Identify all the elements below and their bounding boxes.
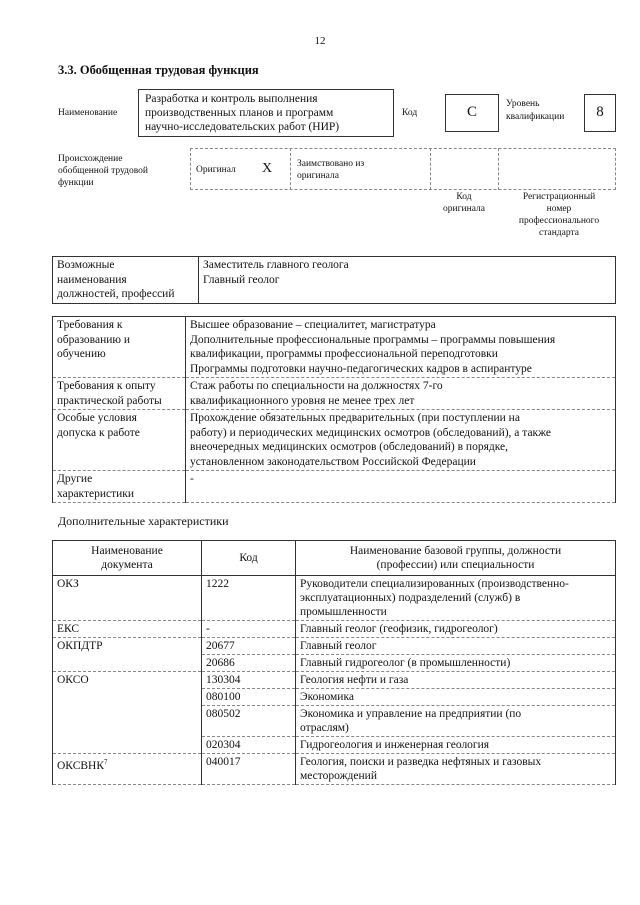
level-label-2: квалификации — [506, 112, 565, 122]
row-code: 20677 — [202, 638, 296, 655]
header-doc — [53, 541, 202, 576]
value-line: работу) и периодических медицинских осмотров (обследований), а также — [190, 426, 552, 439]
row-code: 020304 — [202, 737, 296, 754]
value-line: квалификационного уровня не менее трех лет — [190, 394, 415, 407]
name-line: Геология, поиски и разведка нефтяных и газовых — [300, 756, 542, 768]
header-line: Код — [239, 552, 258, 564]
code-value-box — [445, 94, 499, 132]
name-label: Наименование — [58, 108, 118, 118]
name-line: Главный гидрогеолог (в промышленности) — [300, 657, 511, 669]
row-doc: ЕКС — [53, 621, 202, 638]
positions-label-line: должностей, профессий — [57, 288, 175, 300]
positions-label-line: наименования — [57, 273, 127, 286]
value-line: Высшее образование – специалитет, магистратура — [190, 319, 436, 331]
label-line: Другие — [57, 473, 93, 485]
row-code: 130304 — [202, 672, 296, 689]
reg-number-1: Регистрационный — [522, 192, 596, 202]
label-line: Требования к — [57, 319, 123, 331]
name-line-3: научно-исследовательских работ (НИР) — [145, 121, 340, 133]
origin-divider-1 — [290, 148, 291, 190]
reg-number-2: номер — [546, 204, 572, 214]
positions-value — [199, 257, 616, 304]
row-code: 080100 — [202, 689, 296, 706]
row-name — [296, 638, 616, 655]
position-item: Заместитель главного геолога — [203, 259, 349, 271]
value-line: Стаж работы по специальности на должностях 7-го — [190, 380, 443, 392]
header-line: документа — [101, 559, 153, 571]
level-value: 8 — [596, 104, 604, 120]
label-line: обучению — [57, 348, 106, 360]
row-name — [296, 672, 616, 689]
row-doc — [53, 689, 202, 706]
name-line: Руководители специализированных (производственно- — [300, 578, 569, 590]
req-education-value — [186, 317, 616, 378]
value-line: Дополнительные профессиональные программы – программы повышения — [190, 333, 556, 346]
label-line: образованию и — [57, 333, 130, 346]
name-line: Главный геолог (геофизик, гидрогеолог) — [300, 623, 498, 635]
row-name — [296, 621, 616, 638]
name-line-1: Разработка и контроль выполнения — [145, 93, 318, 105]
doc-name: ОКСВНК — [57, 759, 105, 772]
borrowed-label-1: Заимствовано из — [297, 159, 365, 169]
req-education-label — [53, 317, 186, 378]
label-line: характеристики — [57, 487, 135, 500]
code-value: C — [466, 104, 477, 120]
origin-label-3: функции — [58, 178, 94, 188]
row-doc: ОКЗ — [53, 576, 202, 621]
code-original-1: Код — [456, 192, 472, 202]
req-experience-label — [53, 378, 186, 410]
name-line: отраслям) — [300, 722, 349, 734]
label-line: Особые условия — [57, 412, 137, 424]
origin-label-2: обобщенной трудовой — [58, 166, 148, 176]
row-doc — [53, 655, 202, 672]
code-original-2: оригинала — [443, 204, 485, 214]
header-name — [296, 541, 616, 576]
row-name — [296, 655, 616, 672]
name-line: Гидрогеология и инженерная геология — [300, 739, 490, 751]
row-doc: ОКПДТР — [53, 638, 202, 655]
section-title: 3.3. Обобщенная трудовая функция — [58, 63, 259, 77]
req-other-label — [53, 471, 186, 503]
row-code: 040017 — [202, 754, 296, 785]
origin-divider-2 — [430, 148, 431, 190]
value-line: квалификации, программы профессиональной переподготовки — [190, 348, 498, 360]
origin-label-1: Происхождение — [58, 154, 123, 164]
name-line: эксплуатационных) подразделений (служб) в — [300, 592, 521, 604]
name-line: Главный геолог — [300, 640, 377, 652]
value-line: Программы подготовки научно-педагогических кадров в аспирантуре — [190, 362, 532, 375]
row-name — [296, 576, 616, 621]
reg-number-3: профессионального — [518, 216, 600, 226]
label-line: практической работы — [57, 394, 162, 407]
origin-box — [190, 148, 616, 190]
page-number: 12 — [314, 35, 326, 47]
original-mark: X — [262, 161, 273, 176]
row-name — [296, 737, 616, 754]
name-line-2: производственных планов и программ — [145, 107, 334, 119]
value-line: - — [190, 473, 194, 485]
row-code: - — [202, 621, 296, 638]
position-item: Главный геолог — [203, 273, 280, 286]
origin-divider-3 — [498, 148, 499, 190]
row-doc: ОКСО — [53, 672, 202, 689]
code-label: Код — [402, 108, 418, 118]
header-line: Наименование базовой группы, должности — [349, 545, 562, 557]
reg-number-4: стандарта — [539, 228, 579, 238]
req-experience-value — [186, 378, 616, 410]
row-code: 20686 — [202, 655, 296, 672]
value-line: установленном законодательством Российской Федерации — [190, 455, 476, 468]
row-code: 1222 — [202, 576, 296, 621]
original-label: Оригинал — [196, 165, 236, 175]
label-line: Требования к опыту — [57, 380, 156, 392]
label-line: допуска к работе — [57, 426, 140, 439]
row-name — [296, 706, 616, 737]
row-code: 080502 — [202, 706, 296, 737]
value-line: внеочередных медицинских осмотров (обследований) в порядке, — [190, 441, 509, 453]
positions-label-line: Возможные — [57, 259, 115, 271]
req-conditions-value — [186, 410, 616, 471]
additional-title: Дополнительные характеристики — [58, 514, 229, 528]
value-line: Прохождение обязательных предварительных (при поступлении на — [190, 412, 520, 424]
name-line: месторождений — [300, 770, 377, 782]
name-line: промышленности — [300, 606, 387, 618]
row-doc — [53, 706, 202, 737]
header-line: Наименование — [91, 545, 163, 557]
requirements-table — [52, 316, 616, 503]
name-line: Экономика — [300, 691, 354, 703]
header-code — [202, 541, 296, 576]
header-line: (профессии) или специальности — [376, 559, 535, 571]
row-name — [296, 689, 616, 706]
req-other-value — [186, 471, 616, 503]
name-line: Экономика и управление на предприятии (по — [300, 708, 522, 720]
footnote-mark: 7 — [104, 758, 108, 766]
name-line: Геология нефти и газа — [300, 674, 409, 686]
positions-table — [52, 256, 616, 304]
row-doc — [53, 737, 202, 754]
level-label-1: Уровень — [506, 99, 540, 109]
name-value-box — [138, 89, 394, 137]
level-value-box — [584, 94, 616, 132]
positions-label — [53, 257, 199, 304]
additional-table — [52, 540, 616, 785]
row-doc — [53, 754, 202, 785]
borrowed-label-2: оригинала — [297, 171, 339, 181]
row-name — [296, 754, 616, 785]
req-conditions-label — [53, 410, 186, 471]
